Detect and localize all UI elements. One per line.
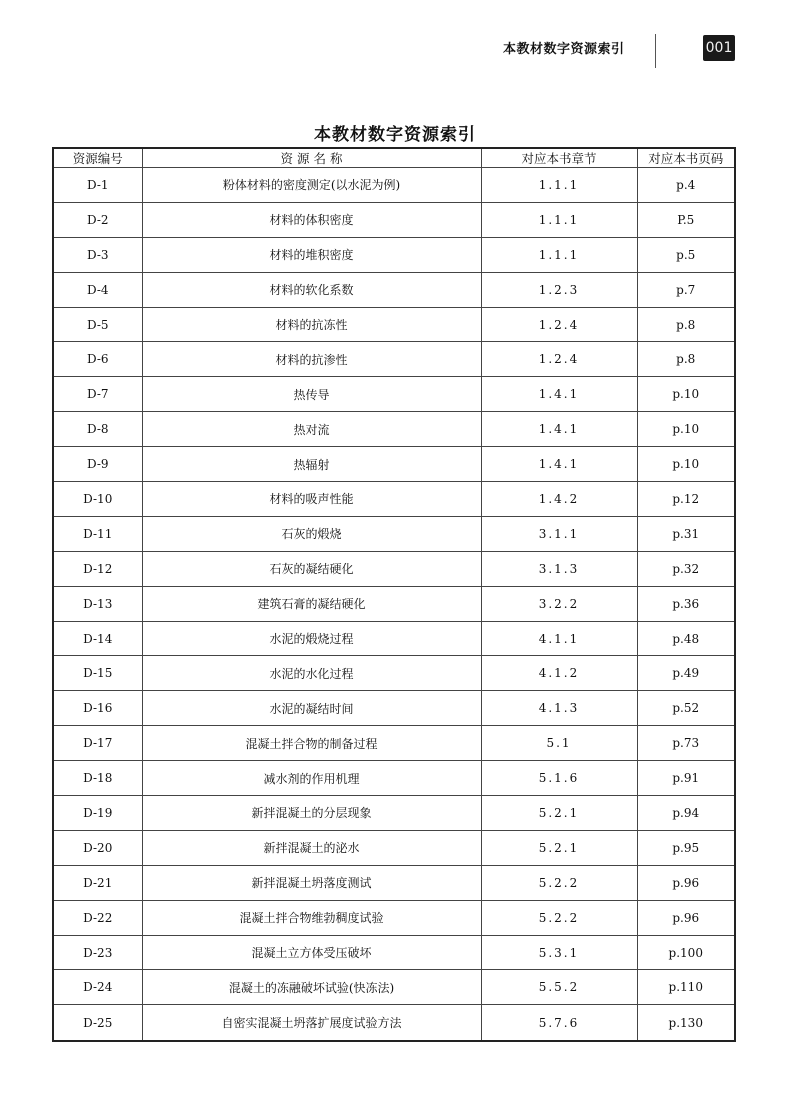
cell-resource-name: 热对流 [142, 412, 481, 447]
cell-resource-id: D-8 [53, 412, 142, 447]
page-number-badge: 001 [703, 35, 735, 61]
cell-resource-name: 石灰的煅烧 [142, 516, 481, 551]
cell-page: p.130 [637, 1005, 735, 1041]
table-row [53, 691, 735, 726]
column-header-name: 资 源 名 称 [142, 148, 481, 168]
cell-section: 4.1.1 [481, 621, 637, 656]
cell-resource-id: D-15 [53, 656, 142, 691]
cell-page: p.8 [637, 307, 735, 342]
cell-page: p.7 [637, 272, 735, 307]
cell-section: 5.5.2 [481, 970, 637, 1005]
cell-section: 5.7.6 [481, 1005, 637, 1041]
column-header-section: 对应本书章节 [481, 148, 637, 168]
cell-resource-id: D-10 [53, 482, 142, 517]
cell-resource-name: 混凝土拌合物的制备过程 [142, 726, 481, 761]
cell-resource-name: 混凝土拌合物维勃稠度试验 [142, 900, 481, 935]
cell-section: 5.1 [481, 726, 637, 761]
cell-section: 5.2.1 [481, 796, 637, 831]
cell-resource-id: D-12 [53, 551, 142, 586]
running-head-title: 本教材数字资源索引 [503, 42, 625, 57]
cell-page: p.91 [637, 761, 735, 796]
cell-resource-name: 减水剂的作用机理 [142, 761, 481, 796]
table-row [53, 272, 735, 307]
table-row [53, 970, 735, 1005]
table-row [53, 482, 735, 517]
cell-page: p.100 [637, 935, 735, 970]
table-row [53, 342, 735, 377]
table-row [53, 412, 735, 447]
table-row [53, 935, 735, 970]
cell-resource-name: 材料的软化系数 [142, 272, 481, 307]
cell-section: 1.2.4 [481, 307, 637, 342]
cell-resource-id: D-11 [53, 516, 142, 551]
cell-page: p.10 [637, 447, 735, 482]
cell-page: p.110 [637, 970, 735, 1005]
cell-resource-id: D-9 [53, 447, 142, 482]
cell-section: 1.4.1 [481, 377, 637, 412]
cell-resource-name: 热辐射 [142, 447, 481, 482]
page-title: 本教材数字资源索引 [314, 125, 476, 145]
cell-page: p.4 [637, 168, 735, 203]
table-row [53, 761, 735, 796]
cell-resource-id: D-1 [53, 168, 142, 203]
table-row [53, 377, 735, 412]
column-header-id: 资源编号 [53, 148, 142, 168]
cell-page: p.12 [637, 482, 735, 517]
cell-page: P.5 [637, 202, 735, 237]
cell-resource-name: 新拌混凝土坍落度测试 [142, 865, 481, 900]
cell-section: 1.1.1 [481, 237, 637, 272]
cell-resource-name: 粉体材料的密度测定(以水泥为例) [142, 168, 481, 203]
cell-resource-name: 混凝土的冻融破坏试验(快冻法) [142, 970, 481, 1005]
cell-resource-id: D-3 [53, 237, 142, 272]
cell-resource-id: D-20 [53, 830, 142, 865]
table-row [53, 796, 735, 831]
cell-page: p.73 [637, 726, 735, 761]
table-row [53, 1005, 735, 1041]
cell-section: 1.1.1 [481, 168, 637, 203]
cell-resource-id: D-18 [53, 761, 142, 796]
table-row [53, 900, 735, 935]
table-row [53, 168, 735, 203]
cell-section: 5.2.1 [481, 830, 637, 865]
cell-resource-name: 自密实混凝土坍落扩展度试验方法 [142, 1005, 481, 1041]
cell-resource-name: 新拌混凝土的泌水 [142, 830, 481, 865]
cell-section: 1.4.1 [481, 412, 637, 447]
table-row [53, 726, 735, 761]
cell-resource-id: D-5 [53, 307, 142, 342]
cell-section: 5.3.1 [481, 935, 637, 970]
table-row [53, 516, 735, 551]
cell-resource-id: D-2 [53, 202, 142, 237]
cell-page: p.94 [637, 796, 735, 831]
cell-page: p.96 [637, 900, 735, 935]
cell-resource-name: 新拌混凝土的分层现象 [142, 796, 481, 831]
table-row [53, 656, 735, 691]
cell-page: p.95 [637, 830, 735, 865]
table-body [53, 168, 735, 1042]
cell-section: 5.2.2 [481, 865, 637, 900]
cell-page: p.10 [637, 412, 735, 447]
cell-resource-id: D-21 [53, 865, 142, 900]
column-header-page: 对应本书页码 [637, 148, 735, 168]
cell-page: p.8 [637, 342, 735, 377]
cell-resource-name: 建筑石膏的凝结硬化 [142, 586, 481, 621]
cell-page: p.32 [637, 551, 735, 586]
cell-resource-id: D-14 [53, 621, 142, 656]
table-row [53, 237, 735, 272]
cell-section: 1.4.2 [481, 482, 637, 517]
cell-resource-name: 材料的堆积密度 [142, 237, 481, 272]
cell-section: 1.1.1 [481, 202, 637, 237]
cell-section: 3.1.3 [481, 551, 637, 586]
table-row [53, 551, 735, 586]
cell-section: 5.1.6 [481, 761, 637, 796]
table-header-row [53, 148, 735, 168]
cell-page: p.52 [637, 691, 735, 726]
cell-section: 3.2.2 [481, 586, 637, 621]
table-row [53, 202, 735, 237]
cell-resource-id: D-16 [53, 691, 142, 726]
cell-page: p.48 [637, 621, 735, 656]
cell-resource-name: 材料的体积密度 [142, 202, 481, 237]
table-row [53, 307, 735, 342]
table-row [53, 830, 735, 865]
cell-resource-id: D-19 [53, 796, 142, 831]
cell-resource-name: 材料的吸声性能 [142, 482, 481, 517]
cell-page: p.10 [637, 377, 735, 412]
table-row [53, 447, 735, 482]
cell-page: p.5 [637, 237, 735, 272]
cell-resource-id: D-6 [53, 342, 142, 377]
cell-resource-name: 水泥的凝结时间 [142, 691, 481, 726]
cell-resource-name: 水泥的煅烧过程 [142, 621, 481, 656]
cell-resource-name: 材料的抗冻性 [142, 307, 481, 342]
header-divider [655, 34, 656, 68]
cell-resource-id: D-4 [53, 272, 142, 307]
cell-resource-name: 热传导 [142, 377, 481, 412]
cell-section: 3.1.1 [481, 516, 637, 551]
cell-resource-name: 材料的抗渗性 [142, 342, 481, 377]
cell-resource-id: D-24 [53, 970, 142, 1005]
cell-section: 5.2.2 [481, 900, 637, 935]
cell-section: 1.2.3 [481, 272, 637, 307]
cell-resource-id: D-7 [53, 377, 142, 412]
cell-page: p.49 [637, 656, 735, 691]
cell-section: 1.2.4 [481, 342, 637, 377]
cell-section: 4.1.3 [481, 691, 637, 726]
table-row [53, 865, 735, 900]
cell-page: p.31 [637, 516, 735, 551]
table-row [53, 621, 735, 656]
cell-section: 4.1.2 [481, 656, 637, 691]
cell-resource-id: D-13 [53, 586, 142, 621]
cell-resource-name: 石灰的凝结硬化 [142, 551, 481, 586]
cell-resource-id: D-22 [53, 900, 142, 935]
resource-index-table [52, 147, 736, 1042]
cell-page: p.96 [637, 865, 735, 900]
cell-resource-id: D-17 [53, 726, 142, 761]
cell-resource-id: D-23 [53, 935, 142, 970]
cell-resource-name: 水泥的水化过程 [142, 656, 481, 691]
cell-page: p.36 [637, 586, 735, 621]
table-row [53, 586, 735, 621]
cell-resource-id: D-25 [53, 1005, 142, 1041]
cell-section: 1.4.1 [481, 447, 637, 482]
cell-resource-name: 混凝土立方体受压破坏 [142, 935, 481, 970]
